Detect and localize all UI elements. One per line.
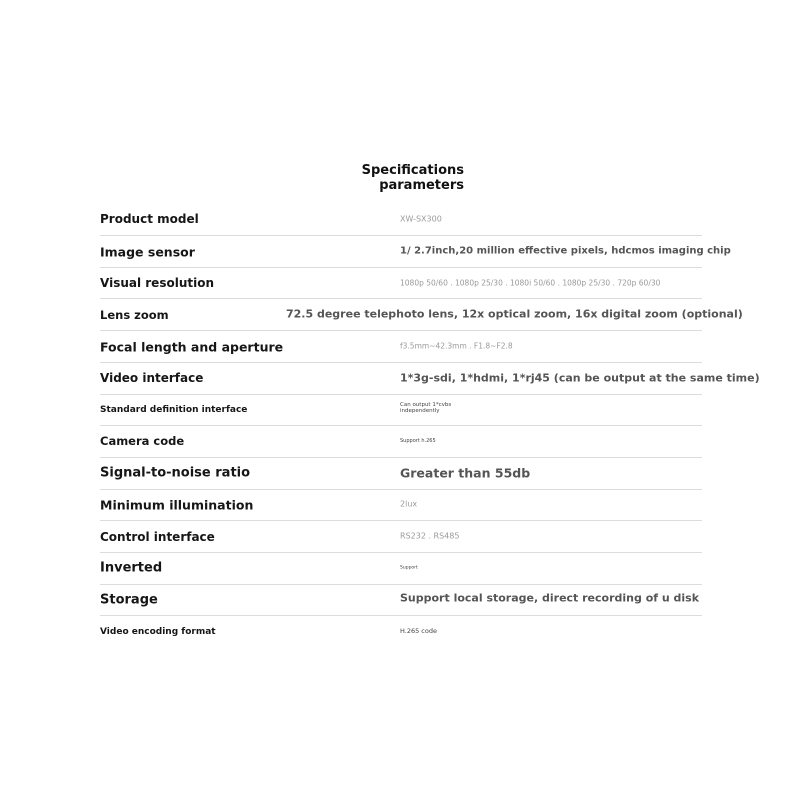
spec-label-inverted: Inverted: [100, 560, 163, 576]
spec-value-lens-zoom: 72.5 degree telephoto lens, 12x optical zoom, 16x digital zoom (optional): [286, 307, 743, 321]
title-line-1: Specifications: [361, 163, 464, 178]
spec-value-minimum-illumination: 2lux: [400, 499, 418, 509]
spec-value-image-sensor: 1/ 2.7inch,20 million effective pixels, hdcmos imaging chip: [400, 245, 731, 257]
spec-label-camera-code: Camera code: [100, 434, 185, 448]
spec-value-video-interface: 1*3g-sdi, 1*hdmi, 1*rj45 (can be output at the same time): [400, 371, 760, 385]
page-title: [300, 163, 464, 193]
spec-value-video-encoding-format: H.265 code: [400, 627, 437, 635]
row-divider: [100, 298, 702, 299]
row-divider: [100, 457, 702, 458]
spec-label-standard-definition-interface: Standard definition interface: [100, 405, 248, 415]
spec-value-standard-definition-interface: Can output 1*cvbs independently: [400, 402, 452, 414]
spec-label-visual-resolution: Visual resolution: [100, 276, 214, 290]
row-divider: [100, 584, 702, 585]
row-divider: [100, 552, 702, 553]
spec-value-visual-resolution: 1080p 50/60 . 1080p 25/30 . 1080i 50/60 . 1080p 25/30 . 720p 60/30: [400, 278, 661, 288]
spec-value-camera-code: Support h.265: [400, 438, 436, 444]
spec-label-focal-length: Focal length and aperture: [100, 339, 284, 355]
row-divider: [100, 330, 702, 331]
spec-value-storage: Support local storage, direct recording of u disk: [400, 591, 700, 605]
row-divider: [100, 235, 702, 236]
row-divider: [100, 520, 702, 521]
spec-label-product-model: Product model: [100, 212, 199, 226]
spec-label-signal-to-noise-ratio: Signal-to-noise ratio: [100, 465, 251, 481]
row-divider: [100, 615, 702, 616]
spec-value-control-interface: RS232 . RS485: [400, 531, 460, 541]
spec-value-inverted: Support: [400, 565, 418, 571]
spec-value-signal-to-noise-ratio: Greater than 55db: [400, 465, 531, 481]
spec-label-video-encoding-format: Video encoding format: [100, 627, 216, 637]
spec-label-control-interface: Control interface: [100, 530, 215, 544]
spec-label-image-sensor: Image sensor: [100, 244, 195, 260]
title-line-2: parameters: [379, 178, 464, 193]
row-divider: [100, 362, 702, 363]
spec-value-product-model: XW-SX300: [400, 214, 442, 224]
spec-label-video-interface: Video interface: [100, 371, 204, 385]
row-divider: [100, 394, 702, 395]
spec-label-minimum-illumination: Minimum illumination: [100, 497, 254, 513]
row-divider: [100, 489, 702, 490]
spec-label-storage: Storage: [100, 592, 158, 608]
row-divider: [100, 425, 702, 426]
row-divider: [100, 267, 702, 268]
spec-label-lens-zoom: Lens zoom: [100, 308, 169, 322]
spec-value-focal-length: f3.5mm~42.3mm . F1.8~F2.8: [400, 341, 513, 351]
